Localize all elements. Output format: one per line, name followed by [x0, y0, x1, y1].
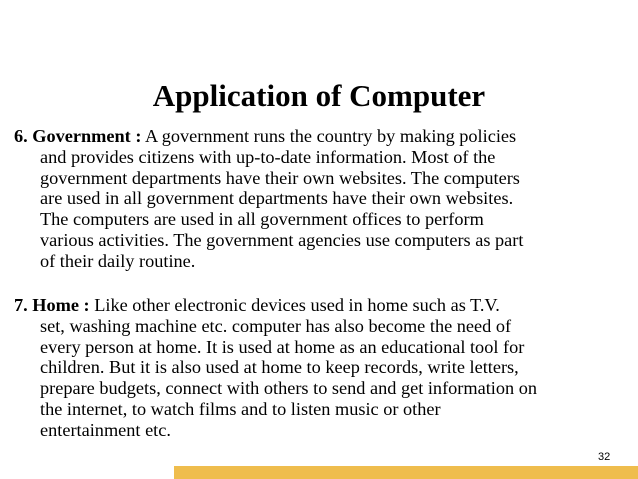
footer-accent-bar: [174, 466, 638, 479]
home-paragraph: [14, 295, 634, 441]
government-paragraph: [14, 126, 634, 272]
paragraph-text: A government runs the country by making policies: [141, 126, 517, 146]
paragraph-line: of their daily routine.: [40, 250, 196, 271]
paragraph-line: [14, 126, 634, 147]
paragraph-line: every person at home. It is used at home as an educational tool for: [40, 336, 525, 357]
paragraph-line: various activities. The government agencies use computers as part: [40, 229, 524, 250]
paragraph-line: entertainment etc.: [40, 419, 171, 440]
paragraph-text: Like other electronic devices used in home such as T.V.: [89, 295, 500, 315]
paragraph-line: are used in all government departments have their own websites.: [40, 188, 514, 209]
paragraph-line: the internet, to watch films and to listen music or other: [40, 398, 441, 419]
home-heading: 7. Home :: [14, 295, 90, 315]
paragraph-line: and provides citizens with up-to-date information. Most of the: [40, 146, 496, 167]
paragraph-line: [14, 295, 634, 316]
paragraph-line: prepare budgets, connect with others to send and get information on: [40, 378, 538, 399]
paragraph-line: government departments have their own websites. The computers: [40, 167, 520, 188]
government-heading: 6. Government :: [14, 126, 142, 146]
slide-title: Application of Computer: [152, 78, 486, 113]
paragraph-line: set, washing machine etc. computer has also become the need of: [40, 315, 512, 336]
paragraph-line: The computers are used in all government offices to perform: [40, 209, 484, 230]
paragraph-line: children. But it is also used at home to keep records, write letters,: [40, 357, 519, 378]
page-number: 32: [598, 451, 611, 463]
